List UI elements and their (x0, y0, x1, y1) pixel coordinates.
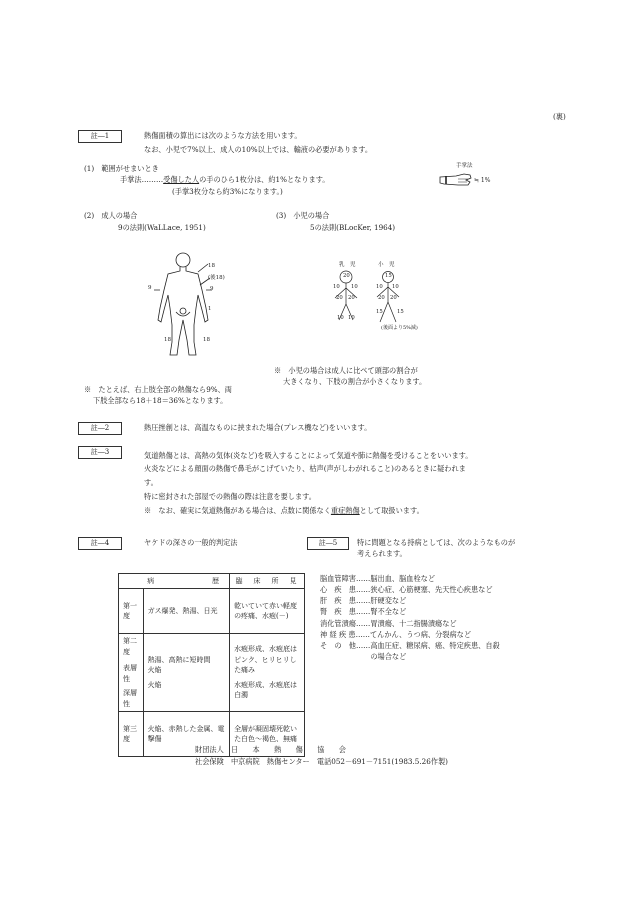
burn-depth-table (118, 573, 305, 757)
injured-person-underlined: 受傷した人 (163, 175, 200, 184)
palm-method-prefix: 手掌法……… (120, 175, 164, 184)
second-degree-deep: 深層性 (123, 689, 137, 708)
note1-item1-sub: (手掌3枚分なら約3%になります。) (172, 187, 283, 196)
adult-label-right-leg: 18 (203, 337, 210, 343)
note4-title: ヤケドの深さの一般的判定法 (144, 538, 238, 547)
list-item: 消化管潰瘍……胃潰瘍、十二指腸潰瘍など (320, 618, 457, 628)
adult-rule-of-nines: 9の法則(WaLLace, 1951) (118, 223, 206, 232)
table-header-row (119, 574, 305, 589)
note1-label: 註―1 (78, 130, 122, 143)
second-degree-cause-main: 熱湯、高熱に短時間 (147, 655, 211, 664)
adult-label-left-leg: 18 (164, 337, 171, 343)
second-degree-cause-deep: 火焔 (147, 680, 162, 689)
second-degree-label: 第二度 (123, 637, 137, 656)
child-right-leg-value: 15 (397, 309, 404, 315)
child-right-arm-value: 10 (392, 284, 399, 290)
note3-line2: 火炎などによる顔面の熱傷で鼻毛がこげていたり、枯声(声がしわがれること)のあるときに疑われま (144, 464, 466, 473)
note1-item1-text (120, 175, 330, 185)
adult-heading: (2) 成人の場合 (84, 211, 138, 220)
palm-caption: 手掌法 (456, 163, 473, 169)
footer-organization: 財団法人 日 本 熱 傷 協 会 (195, 745, 346, 754)
list-item: 肝 疾 患……肝硬変など (320, 596, 407, 606)
note1-line2: なお、小児で7%以上、成人の10%以上では、輸液の必要があります。 (144, 145, 373, 154)
infant-caption: 乳 児 (339, 262, 356, 268)
infant-head-value: 20 (343, 273, 350, 279)
infant-left-leg-value: 10 (337, 315, 344, 321)
child-left-leg-value: 15 (376, 309, 383, 315)
infant-trunk-front-value: 20 (336, 295, 343, 301)
second-degree-cell (119, 634, 144, 712)
footer-contact: 社会保険 中京病院 熱傷センター 電話052－691－7151(1983.5.26作製) (195, 757, 448, 766)
note3-line5-suffix: として取扱います。 (359, 506, 424, 515)
list-item: の場合など (320, 652, 407, 662)
note2-text: 熱圧挫創とは、高温なものに挟まれた場合(プレス機など)をいいます。 (144, 423, 372, 432)
second-degree-finding (230, 634, 305, 712)
note3-line1: 気道熱傷とは、高熱の気体(炎など)を吸入することによって気道や肺に熱傷を受けることをいいます。 (144, 451, 473, 460)
second-degree-finding-deep: 水疱形成、水疱底は白濁 (234, 680, 298, 700)
palm-hand-icon (438, 172, 474, 188)
infant-right-leg-value: 10 (348, 315, 355, 321)
third-degree-cell: 第三度 (119, 712, 144, 757)
palm-value: ≒ 1% (474, 177, 491, 184)
third-degree-finding: 全層が凝固壊死乾いた白色～褐色、無痛 (230, 712, 305, 757)
adult-label-trunk-front: 18 (208, 263, 215, 269)
page-side-mark: (裏) (553, 112, 566, 121)
first-degree-cell: 第一度 (119, 589, 144, 634)
table-row (119, 589, 305, 634)
child-head-value: 15 (385, 273, 392, 279)
child-proportion-note-2: 大きくなり、下肢の割合が小さくなります。 (283, 377, 427, 386)
list-item: そ の 他……高血圧症、糖尿病、癌、特定疾患、自殺 (320, 640, 500, 650)
table-header-blank (119, 574, 144, 589)
adult-label-right-arm: 9 (210, 286, 214, 292)
note3-label: 註―3 (78, 446, 122, 459)
table-header-finding: 臨 床 所 見 (230, 574, 305, 589)
child-left-arm-value: 10 (376, 284, 383, 290)
note1-line1: 熱傷面積の算出には次のような方法を用います。 (144, 131, 302, 140)
first-degree-finding: 乾いていて赤い軽度の疼痛、水疱(－) (230, 589, 305, 634)
adult-label-left-arm: 9 (148, 285, 152, 291)
second-degree-finding-superficial: 水疱形成、水疱底はピンク、ヒリヒリした痛み (234, 645, 298, 675)
child-trunk-front-value: 20 (378, 295, 385, 301)
list-item: 神 経 疾 患……てんかん、うつ病、分裂病など (320, 629, 472, 639)
child-caption: 小 児 (378, 262, 395, 268)
table-header-cause: 病 歴 (143, 574, 230, 589)
note5-line1: 特に問題となる持病としては、次のようなものが (357, 538, 516, 547)
note1-item1-heading: (1) 範囲がせまいとき (84, 164, 159, 173)
second-degree-cause (143, 634, 230, 712)
note3-line3: す。 (144, 478, 158, 487)
child-proportion-note-1: ※ 小児の場合は成人に比べて頭部の割合が (274, 366, 418, 375)
example-note-1: ※ たとえば、右上肢全部の熱傷なら9%、両 (84, 385, 232, 394)
palm-method-suffix: の手のひら1枚分は、約1%となります。 (199, 175, 330, 184)
child-heading: (3) 小児の場合 (276, 211, 330, 220)
adult-label-perineum: 1 (208, 306, 212, 312)
list-item: 脳血管障害……脳出血、脳血栓など (320, 574, 436, 583)
child-back-note: (後面より5%減) (381, 325, 418, 331)
note5-line2: 考えられます。 (357, 549, 407, 558)
infant-left-arm-value: 10 (333, 284, 340, 290)
chronic-disease-list (320, 573, 500, 662)
note3-line4: 特に密封された部屋での熱傷の際は注意を要します。 (144, 492, 316, 501)
infant-trunk-back-value: 20 (348, 295, 355, 301)
list-item: 心 疾 患……狭心症、心筋梗塞、先天性心疾患など (320, 585, 493, 595)
adult-label-trunk-back: (後18) (208, 275, 225, 281)
note2-label: 註―2 (78, 422, 122, 435)
child-rule-of-fives: 5の法則(BLocKer, 1964) (310, 223, 396, 232)
second-degree-superficial: 表層性 (123, 664, 137, 683)
severe-burn-underlined: 重症熱傷 (330, 506, 360, 515)
list-item: 腎 疾 患……腎不全など (320, 607, 407, 617)
second-degree-cause-superficial: 火焔 (147, 666, 162, 675)
table-row (119, 634, 305, 712)
infant-right-arm-value: 10 (351, 284, 358, 290)
child-trunk-back-value: 20 (390, 295, 397, 301)
third-degree-cause: 火焔、赤熱した金属、電撃傷 (143, 712, 230, 757)
note5-label: 註―5 (307, 537, 349, 550)
example-note-2: 下肢全部なら18＋18＝36%となります。 (93, 396, 228, 405)
note3-line5-prefix: ※ なお、確実に気道熱傷がある場合は、点数に関係なく (144, 506, 331, 515)
note4-label: 註―4 (78, 537, 122, 550)
first-degree-cause: ガス爆発、熱湯、日光 (143, 589, 230, 634)
note3-line5 (144, 506, 424, 516)
